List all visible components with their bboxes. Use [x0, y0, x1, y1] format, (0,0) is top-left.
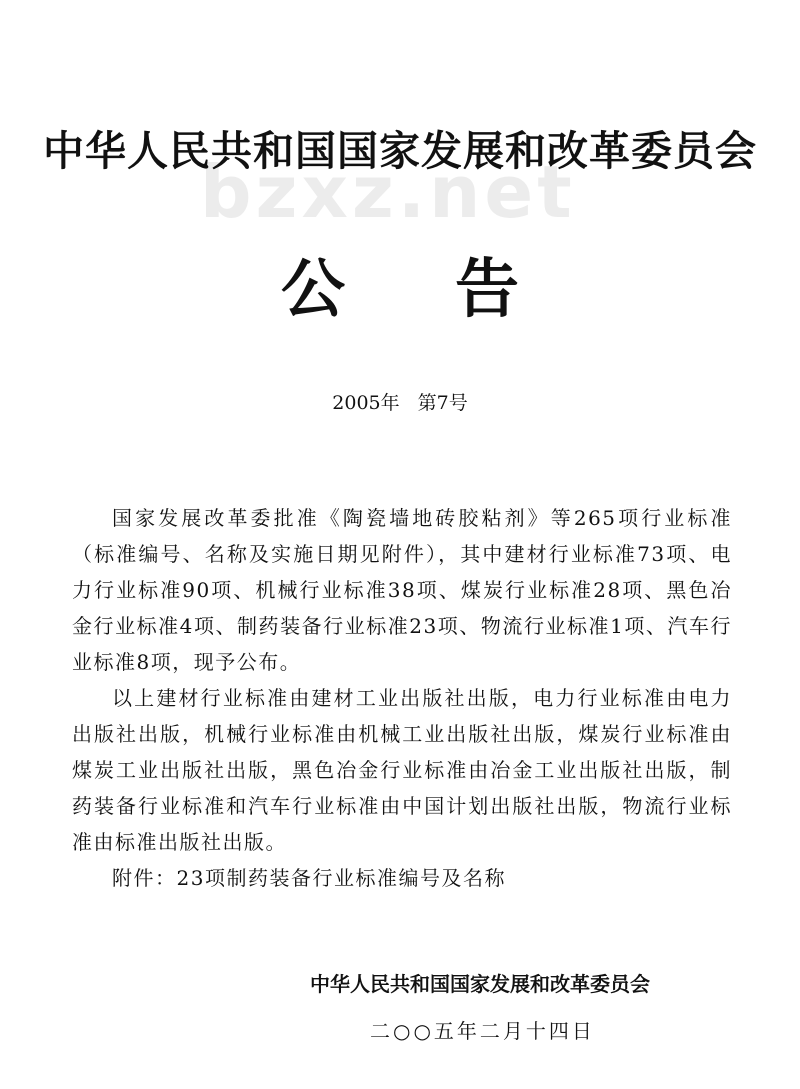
title-char-right: 告: [455, 253, 519, 327]
body-attachment-line: 附件：23项制药装备行业标准编号及名称: [112, 866, 506, 890]
signature-block: [310, 968, 730, 1044]
watermark: bzxz.net: [200, 150, 576, 234]
document-serial: 第7号: [417, 392, 468, 414]
body-paragraph-publishers: 以上建材行业标准由建材工业出版社出版，电力行业标准由电力出版社出版，机械行业标准由机械工业出版社出版，煤炭行业标准由煤炭工业出版社出版，黑色冶金行业标准由冶金工业出版社出版，制药装备行业标准和汽车行业标准由中国计划出版社出版，物流行业标准由标准出版社出版。: [72, 686, 732, 854]
announcement-body: [72, 500, 732, 896]
title-char-left: 公: [281, 253, 345, 327]
issuing-agency-heading: 中华人民共和国国家发展和改革委员会: [43, 127, 757, 175]
signature-date: 二○○五年二月十四日: [370, 1019, 595, 1043]
document-title: [0, 238, 800, 330]
signature-agency: 中华人民共和国国家发展和改革委员会: [310, 972, 650, 996]
document-year: 2005年: [332, 392, 400, 414]
body-paragraph-approval: 国家发展改革委批准《陶瓷墙地砖胶粘剂》等265项行业标准（标准编号、名称及实施日期见附件），其中建材行业标准73项、电力行业标准90项、机械行业标准38项、煤炭行业标准28项、黑色冶金行业标准4项、制药装备行业标准23项、物流行业标准1项、汽车行业标准8项，现予公布。: [72, 506, 732, 674]
document-number: [0, 388, 800, 415]
